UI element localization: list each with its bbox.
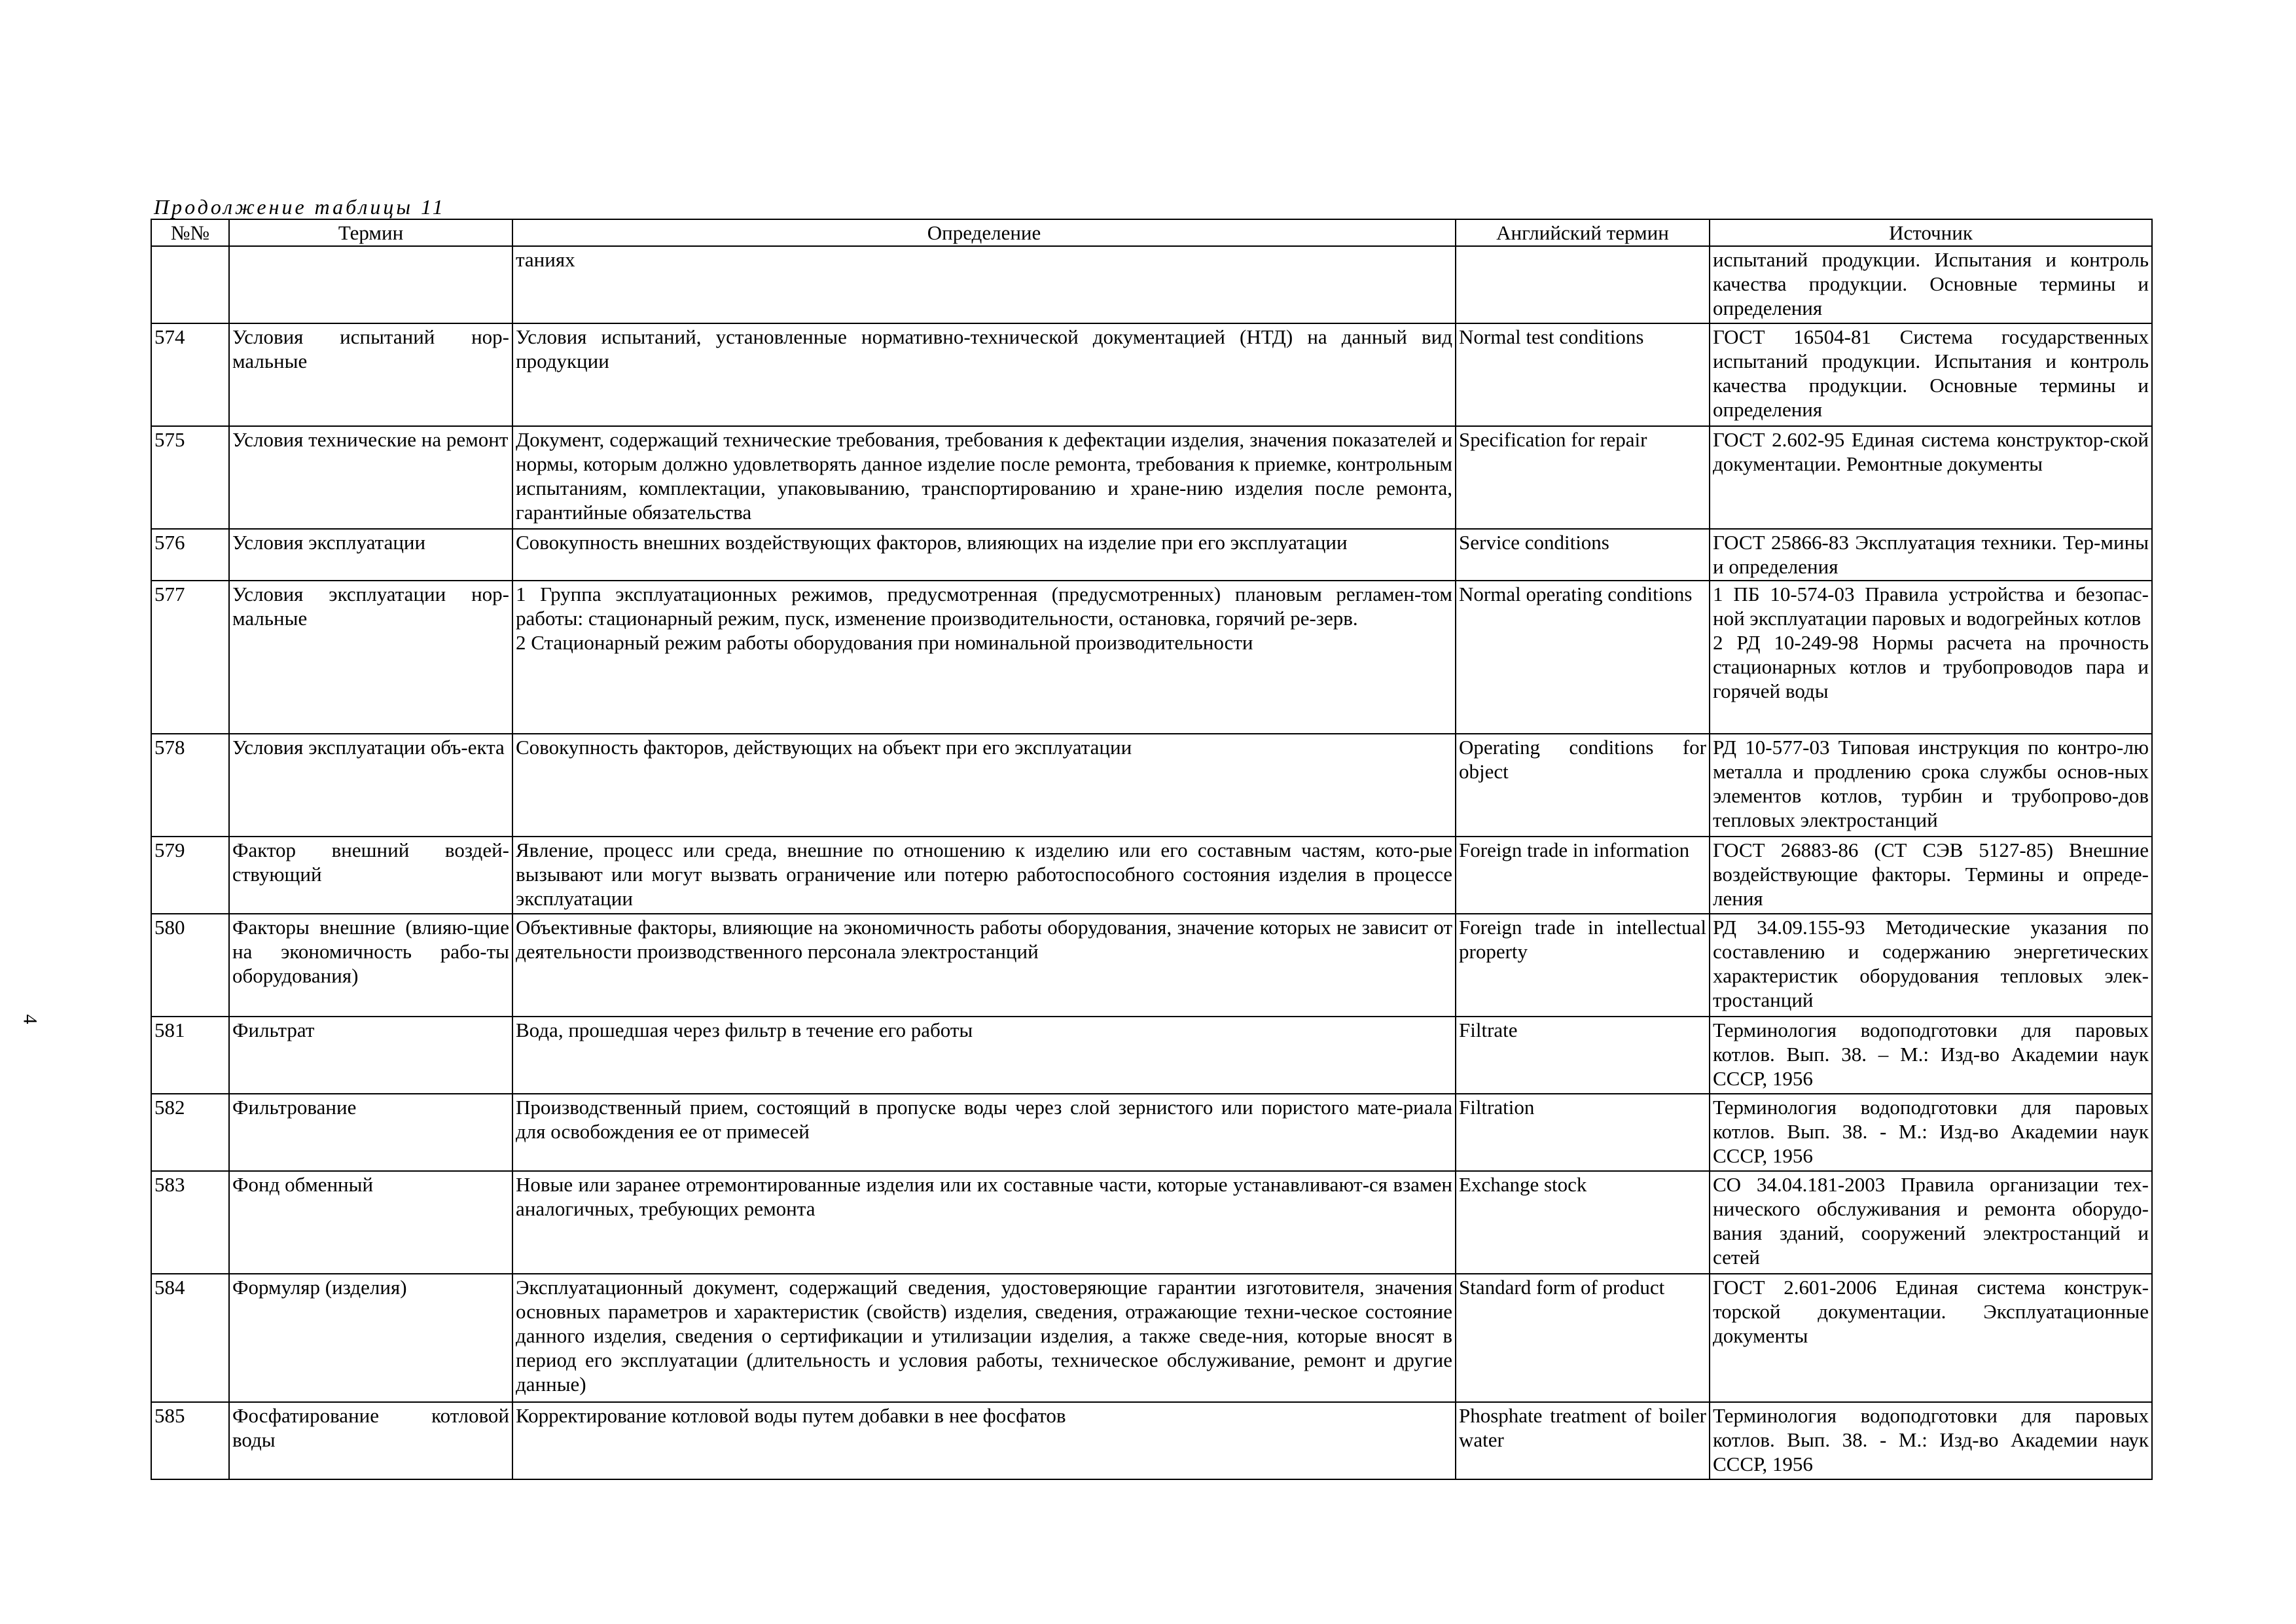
cell-definition: Вода, прошедшая через фильтр в течение его работы (512, 1017, 1456, 1094)
cell-source: ГОСТ 25866-83 Эксплуатация техники. Тер-мины и определения (1710, 529, 2152, 581)
table-row (151, 1094, 2152, 1171)
cell-num: 580 (151, 914, 229, 1017)
cell-definition: Новые или заранее отремонтированные изделия или их составные части, которые устанавливают-ся взамен аналогичных, требующих ремонта (512, 1171, 1456, 1274)
cell-num (151, 246, 229, 323)
cell-num: 581 (151, 1017, 229, 1094)
cell-term: Фосфатирование котловой воды (229, 1402, 512, 1479)
cell-english-term (1456, 246, 1710, 323)
cell-term: Фактор внешний воздей-ствующий (229, 837, 512, 914)
table-row (151, 246, 2152, 323)
table-row (151, 837, 2152, 914)
cell-source: Терминология водоподготовки для паровых котлов. Вып. 38. - М.: Изд-во Академии наук СССР, 1956 (1710, 1402, 2152, 1479)
cell-english-term: Foreign trade in intellectual property (1456, 914, 1710, 1017)
cell-num: 583 (151, 1171, 229, 1274)
cell-definition: Документ, содержащий технические требования, требования к дефектации изделия, значения показателей и нормы, которым должно удовлетворять данное изделие после ремонта, требования к приемке, контрольным испытаниям, комплектации, упаковыванию, транспортированию и хране-нию изделия после ремонта, гарантийные обязательства (512, 426, 1456, 529)
cell-num: 576 (151, 529, 229, 581)
cell-term: Факторы внешние (влияю-щие на экономичность рабо-ты оборудования) (229, 914, 512, 1017)
header-source: Источник (1710, 219, 2152, 246)
cell-term: Условия эксплуатации (229, 529, 512, 581)
cell-english-term: Operating conditions for object (1456, 734, 1710, 837)
cell-english-term: Phosphate treatment of boiler water (1456, 1402, 1710, 1479)
cell-english-term: Specification for repair (1456, 426, 1710, 529)
table-caption: Продолжение таблицы 11 (154, 195, 446, 219)
table-row (151, 1017, 2152, 1094)
cell-english-term: Standard form of product (1456, 1274, 1710, 1402)
cell-term: Фильтрование (229, 1094, 512, 1171)
table-row (151, 1171, 2152, 1274)
cell-definition: Эксплуатационный документ, содержащий сведения, удостоверяющие гарантии изготовителя, значения основных параметров и характеристик (свойств) изделия, сведения, отражающие техни-ческое состояние данного изделия, сведения о сертификации и утилизации изделия, а также сведе-ния, которые вносят в период его эксплуатации (длительность и условия работы, техническое обслуживание, ремонт и другие данные) (512, 1274, 1456, 1402)
definition-paragraph: 2 Стационарный режим работы оборудования при номинальной производительности (516, 631, 1253, 654)
cell-english-term: Filtrate (1456, 1017, 1710, 1094)
definition-paragraph: 1 Группа эксплуатационных режимов, предусмотренная (предусмотренных) плановым регламен-том работы: стационарный режим, пуск, изменение производительности, остановка, горячий ре-зерв. (516, 583, 1452, 630)
table-row (151, 734, 2152, 837)
table-row (151, 581, 2152, 734)
cell-definition: Объективные факторы, влияющие на экономичность работы оборудования, значение которых не зависит от деятельности производственного персонала электростанций (512, 914, 1456, 1017)
cell-definition: Совокупность внешних воздействующих факторов, влияющих на изделие при его эксплуатации (512, 529, 1456, 581)
cell-num: 579 (151, 837, 229, 914)
cell-source: ГОСТ 16504-81 Система государственных испытаний продукции. Испытания и контроль качества продукции. Основные термины и определения (1710, 323, 2152, 426)
cell-source: РД 34.09.155-93 Методические указания по составлению и содержанию энергетических характеристик оборудования тепловых элек-тростанций (1710, 914, 2152, 1017)
cell-english-term: Foreign trade in information (1456, 837, 1710, 914)
table-row (151, 1274, 2152, 1402)
cell-num: 577 (151, 581, 229, 734)
source-paragraph: 1 ПБ 10-574-03 Правила устройства и безопас-ной эксплуатации паровых и водогрейных котлов (1713, 583, 2149, 630)
cell-num: 584 (151, 1274, 229, 1402)
cell-source: испытаний продукции. Испытания и контроль качества продукции. Основные термины и определения (1710, 246, 2152, 323)
cell-source: Терминология водоподготовки для паровых котлов. Вып. 38. - М.: Изд-во Академии наук СССР, 1956 (1710, 1094, 2152, 1171)
cell-english-term: Normal test conditions (1456, 323, 1710, 426)
header-term: Термин (229, 219, 512, 246)
cell-term: Фонд обменный (229, 1171, 512, 1274)
cell-term (229, 246, 512, 323)
cell-source (1710, 581, 2152, 734)
table-row (151, 1402, 2152, 1479)
cell-term: Формуляр (изделия) (229, 1274, 512, 1402)
cell-source: ГОСТ 2.602-95 Единая система конструктор-ской документации. Ремонтные документы (1710, 426, 2152, 529)
cell-definition: Производственный прием, состоящий в пропуске воды через слой зернистого или пористого мате-риала для освобождения ее от примесей (512, 1094, 1456, 1171)
table-row (151, 914, 2152, 1017)
header-num: №№ (151, 219, 229, 246)
page-number: 4 (19, 1014, 41, 1024)
cell-source: Терминология водоподготовки для паровых котлов. Вып. 38. – М.: Изд-во Академии наук СССР, 1956 (1710, 1017, 2152, 1094)
cell-definition (512, 581, 1456, 734)
table-row (151, 529, 2152, 581)
header-definition: Определение (512, 219, 1456, 246)
cell-source: РД 10-577-03 Типовая инструкция по контро-лю металла и продлению срока службы основ-ных элементов котлов, турбин и трубопрово-дов тепловых электростанций (1710, 734, 2152, 837)
cell-definition: Совокупность факторов, действующих на объект при его эксплуатации (512, 734, 1456, 837)
table-header-row (151, 219, 2152, 246)
cell-definition: Условия испытаний, установленные нормативно-технической документацией (НТД) на данный вид продукции (512, 323, 1456, 426)
table-row (151, 323, 2152, 426)
source-paragraph: 2 РД 10-249-98 Нормы расчета на прочность стационарных котлов и трубопроводов пара и горячей воды (1713, 631, 2149, 702)
cell-source: ГОСТ 2.601-2006 Единая система конструк-торской документации. Эксплуатационные документы (1710, 1274, 2152, 1402)
cell-term: Условия эксплуатации объ-екта (229, 734, 512, 837)
cell-english-term: Service conditions (1456, 529, 1710, 581)
cell-num: 582 (151, 1094, 229, 1171)
cell-english-term: Filtration (1456, 1094, 1710, 1171)
cell-source: СО 34.04.181-2003 Правила организации тех-нического обслуживания и ремонта оборудо-вания зданий, сооружений электростанций и сетей (1710, 1171, 2152, 1274)
cell-term: Фильтрат (229, 1017, 512, 1094)
terms-table (151, 219, 2153, 1480)
cell-num: 585 (151, 1402, 229, 1479)
cell-term: Условия испытаний нор-мальные (229, 323, 512, 426)
cell-term: Условия технические на ремонт (229, 426, 512, 529)
cell-num: 575 (151, 426, 229, 529)
header-english-term: Английский термин (1456, 219, 1710, 246)
cell-definition: Корректирование котловой воды путем добавки в нее фосфатов (512, 1402, 1456, 1479)
table-row (151, 426, 2152, 529)
cell-term: Условия эксплуатации нор-мальные (229, 581, 512, 734)
cell-num: 574 (151, 323, 229, 426)
cell-english-term: Normal operating conditions (1456, 581, 1710, 734)
cell-num: 578 (151, 734, 229, 837)
cell-source: ГОСТ 26883-86 (СТ СЭВ 5127-85) Внешние воздействующие факторы. Термины и опреде-ления (1710, 837, 2152, 914)
cell-english-term: Exchange stock (1456, 1171, 1710, 1274)
cell-definition: Явление, процесс или среда, внешние по отношению к изделию или его составным частям, кото-рые вызывают или могут вызвать ограничение или потерю работоспособного состояния изделия в процессе эксплуатации (512, 837, 1456, 914)
cell-definition: таниях (512, 246, 1456, 323)
